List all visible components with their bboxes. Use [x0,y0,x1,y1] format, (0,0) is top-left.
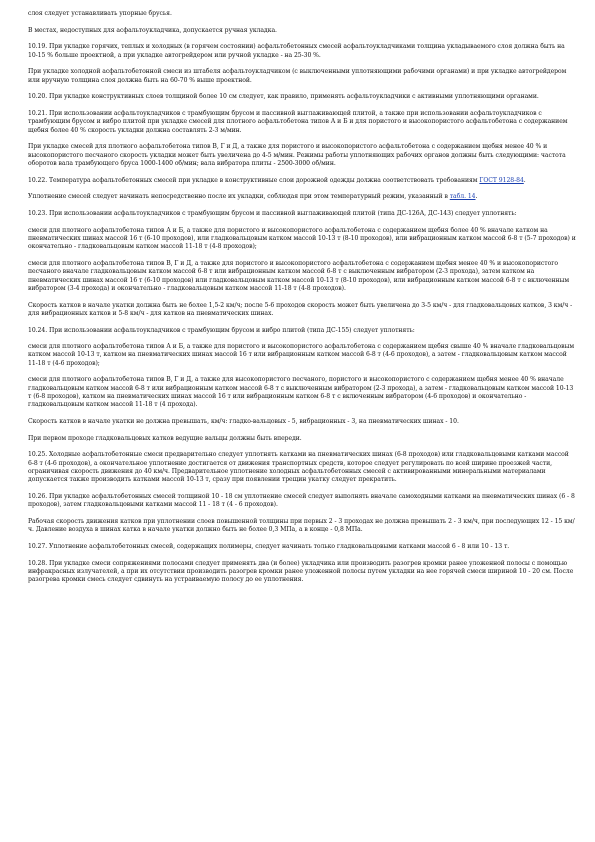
paragraph-compaction-start [28,193,576,201]
paragraph-mix-v-g-d-vibro: смеси для плотного асфальтобетона типов В, Г и Д, а также для высокопористого песчаного, пористого и высокопористого с содержанием щебня менее 40 % вначале гладковальцовым катком массой 6-8 т или вибрационным катком массой 6-8 т с выключенным вибратором (2-3 прохода), а затем - гладковальцовым катком массой 10-13 т (6-8 проходов), катком на пневматических шинах массой 16 т или вибрационным катком 6-8 т с включенным вибратором (4-6 проходов) и окончательно - гладковальцовым катком массой 11-18 т (4 прохода). [28,376,574,409]
paragraph-10-28: 10.28. При укладке смеси сопряжениями полосами следует применять два (и более) укладчика или производить разогрев кромки ранее уложенной полосы с помощью инфракрасных излучателей, а при их отсутствии производить разогрев кромки ранее уложенной полосы путем укладки на нее горячей смеси шириной 10 - 20 см. После разогрева кромки смесь следует сдвинуть на устраиваемую полосу до ее уплотнения. [28,559,574,584]
paragraph-10-23: 10.23. При использовании асфальтоукладчиков с трамбующим брусом и пассивной выглаживающей плитой (типа ДС-126А, ДС-143) следует уплотнять: [28,209,517,217]
paragraph-mix-a-b-vibro: смеси для плотного асфальтобетона типов А и Б, а также для пористого и высокопористого асфальтобетона с содержанием щебня свыше 40 % вначале гладковальцовым катком массой 10-13 т, катком на пневматических шинах массой 16 т или вибрационным катком массой 6-8 т (4-6 проходов), а затем - гладковальцовым катком массой 11-18 т (4-6 проходов); [28,343,575,367]
paragraph-roller-speed: Скорость катков в начале укатки должна быть не более 1,5-2 км/ч; после 5-6 проходов скорость может быть увеличена до 3-5 км/ч - для гладковальцовых катков, 3 км/ч - для вибрационных катков и 5-8 км/ч - для катков на пневматических шинах. [28,301,573,317]
paragraph-10-22 [28,177,576,185]
table-link[interactable]: табл. 14 [449,193,476,201]
paragraph-10-20: 10.20. При укладке конструктивных слоев толщиной более 10 см следует, как правило, применять асфальтоукладчики с активными уплотняющими органами. [28,93,539,101]
gost-suffix: . [523,176,526,184]
paragraph-2: В местах, недоступных для асфальтоукладчика, допускается ручная укладка. [28,26,277,34]
paragraph-10-22-text: 10.22. Температура асфальтобетонных смесей при укладке в конструктивные слои дорожной одежды должна соответствовать требованиям [28,176,480,184]
paragraph-10-21: 10.21. При использовании асфальтоукладчиков с трамбующим брусом и пассивной выглаживающей плитой, а также при использовании асфальтоукладчиков с трамбующим брусом и вибро плитой при укладке смесей для плотного асфальтобетона типов А и Б и для пористого и высокопористого асфальтобетона с содержанием щебня более 40 % скорость укладки должна составлять 2-3 м/мин. [28,110,568,134]
table-suffix: . [475,193,478,201]
gost-link[interactable]: ГОСТ 9128-84 [479,176,524,184]
paragraph-10-24: 10.24. При использовании асфальтоукладчиков с трамбующим брусом и вибро плитой (типа ДС-155) следует уплотнять: [28,326,415,334]
paragraph-10-19: 10.19. При укладке горячих, теплых и холодных (в горячем состоянии) асфальтобетонных смесей асфальтоукладчиками толщина укладываемого слоя должна быть на 10-15 % больше проектной, а при укладке автогрейдером или ручной укладке - на 25-30 %. [28,43,565,59]
document-page [28,10,576,593]
paragraph-laying-speed: При укладке смесей для плотного асфальтобетона типов В, Г и Д, а также для пористого и высокопористого асфальтобетона с содержанием щебня менее 40 % и высокопористого песчаного скорость укладки может быть увеличена до 4-5 м/мин. Режимы работы уплотняющих рабочих органов должны быть следующими: частота оборотов вала трамбующего бруса 1000-1400 об/мин; вала вибратора плиты - 2500-3000 об/мин. [28,143,566,167]
paragraph-first-pass: При первом проходе гладковальцовых катков ведущие вальцы должны быть впереди. [28,434,302,442]
paragraph-speed-limits: Скорость катков в начале укатки не должна превышать, км/ч: гладко-вальцовых - 5, вибрационных - 3, на пневматических шинах - 10. [28,418,459,426]
paragraph-10-26: 10.26. При укладке асфальтобетонных смесей толщиной 10 - 18 см уплотнение смесей следует выполнять вначале самоходными катками на пневматических шинах (6 - 8 проходов), затем гладковальцовыми катками массой 11 - 18 т (4 - 6 проходов). [28,493,575,509]
paragraph-working-speed: Рабочая скорость движения катков при уплотнении слоев повышенной толщины при первых 2 - 3 проходах не должна превышать 2 - 3 км/ч, при последующих 12 - 15 км/ч. Давление воздуха в шинах катка в начале укатки должно быть не более 0,3 МПа, а в конце - 0,8 МПа. [28,517,575,534]
paragraph-cold-mix-thickness: При укладке холодной асфальтобетонной смеси из штабеля асфальтоукладчиком (с выключенными уплотняющими рабочими органами) и при укладке автогрейдером или вручную толщина слоя должна быть на 60-70 % выше проектной. [28,68,567,84]
paragraph-10-25: 10.25. Холодные асфальтобетонные смеси предварительно следует уплотнять катками на пневматических шинах (6-8 проходов) или гладковальцовыми катками массой 6-8 т (4-6 проходов), а окончательное уплотнение достигается от движения транспортных средств, которое следует регулировать по всей ширине проезжей части, ограничивая скорость движения до 40 км/ч. Предварительное уплотнение холодных асфальтобетонных смесей с активированными минеральными материалами допускается также производить катками массой 10-13 т, сразу при появлении трещин укатку следует прекратить. [28,451,569,484]
paragraph-10-27: 10.27. Уплотнение асфальтобетонных смесей, содержащих полимеры, следует начинать только гладковальцовыми катками массой 6 - 8 или 10 - 13 т. [28,542,510,550]
paragraph-compaction-start-text: Уплотнение смесей следует начинать непосредственно после их укладки, соблюдая при этом температурный режим, указанный в [28,193,450,201]
paragraph-mix-v-g-d: смеси для плотного асфальтобетона типов В, Г и Д, а также для пористого и высокопористого асфальтобетона с содержанием щебня менее 40 % и высокопористого песчаного вначале гладковальцовым катком массой 6-8 т или вибрационным катком массой 6-8 т с выключенным вибратором (2-3 прохода), затем катком на пневматических шинах массой 16 т (6-10 проходов) или гладковальцовым катком массой 10-13 т (8-10 проходов), или вибрационным катком массой 6-8 т с включенным вибратором (3-4 прохода) и окончательно - гладковальцовым катком массой 11-18 т (4-8 проходов). [28,259,570,292]
paragraph-mix-a-b: смеси для плотного асфальтобетона типов А и Б, а также для пористого и высокопористого асфальтобетона с содержанием щебня более 40 % вначале катком на пневматических шинах массой 16 т (6-10 проходов), или гладковальцовым катком массой 10-13 т (8-10 проходов), или вибрационным катком массой 6-8 т (5-7 проходов) и окончательно - гладковальцовым катком массой 11-18 т (4-8 проходов); [28,226,576,251]
paragraph-1: слоя следует устанавливать упорные брусья. [28,10,172,17]
